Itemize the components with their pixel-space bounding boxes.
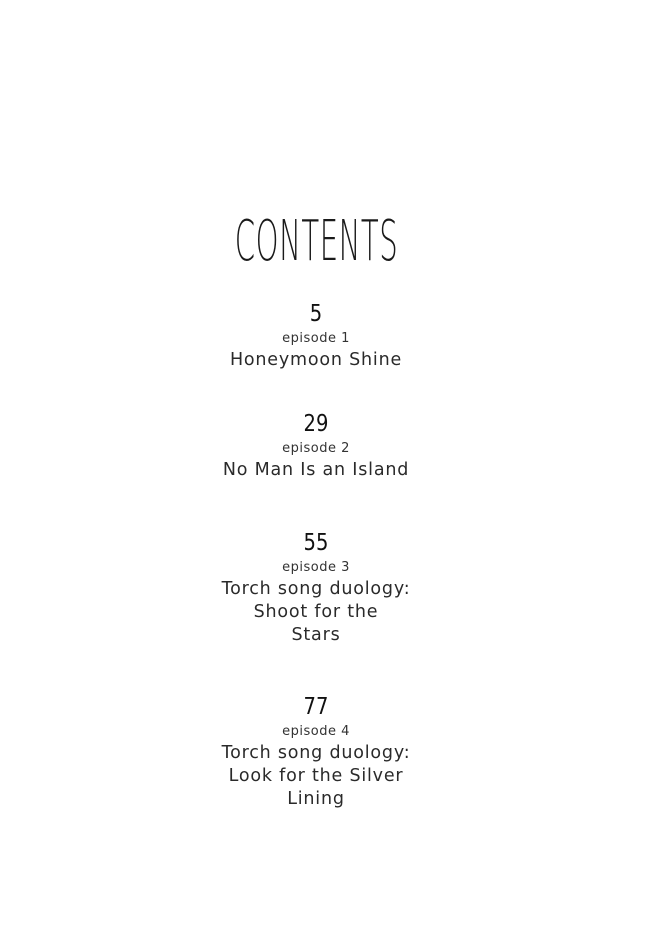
episode-title-line: Torch song duology: bbox=[221, 743, 411, 763]
toc-entry-1[interactable] bbox=[166, 301, 466, 372]
episode-title-line: Lining bbox=[287, 789, 345, 809]
episode-label: episode 4 bbox=[282, 724, 350, 739]
episode-title-line: Torch song duology: bbox=[221, 579, 411, 599]
episode-title-line: No Man Is an Island bbox=[222, 460, 410, 480]
episode-title bbox=[166, 349, 466, 372]
episode-label: episode 1 bbox=[282, 331, 350, 346]
episode-title-line: Honeymoon Shine bbox=[229, 350, 403, 370]
episode-label: episode 3 bbox=[282, 560, 350, 575]
page-number: 5 bbox=[309, 301, 323, 327]
toc-entry-4[interactable] bbox=[166, 694, 466, 811]
episode-title-line: Shoot for the bbox=[253, 602, 379, 622]
episode-title bbox=[166, 742, 466, 811]
page-number: 55 bbox=[303, 530, 329, 556]
episode-title bbox=[166, 459, 466, 482]
page-title: CONTENTS bbox=[234, 209, 399, 274]
episode-title-line: Stars bbox=[291, 625, 341, 645]
page-number: 29 bbox=[303, 411, 329, 437]
toc-entry-3[interactable] bbox=[166, 530, 466, 647]
episode-title-line: Look for the Silver bbox=[228, 766, 404, 786]
episode-label: episode 2 bbox=[282, 441, 350, 456]
toc-entry-2[interactable] bbox=[166, 411, 466, 482]
page-number: 77 bbox=[303, 694, 329, 720]
episode-title bbox=[166, 578, 466, 647]
